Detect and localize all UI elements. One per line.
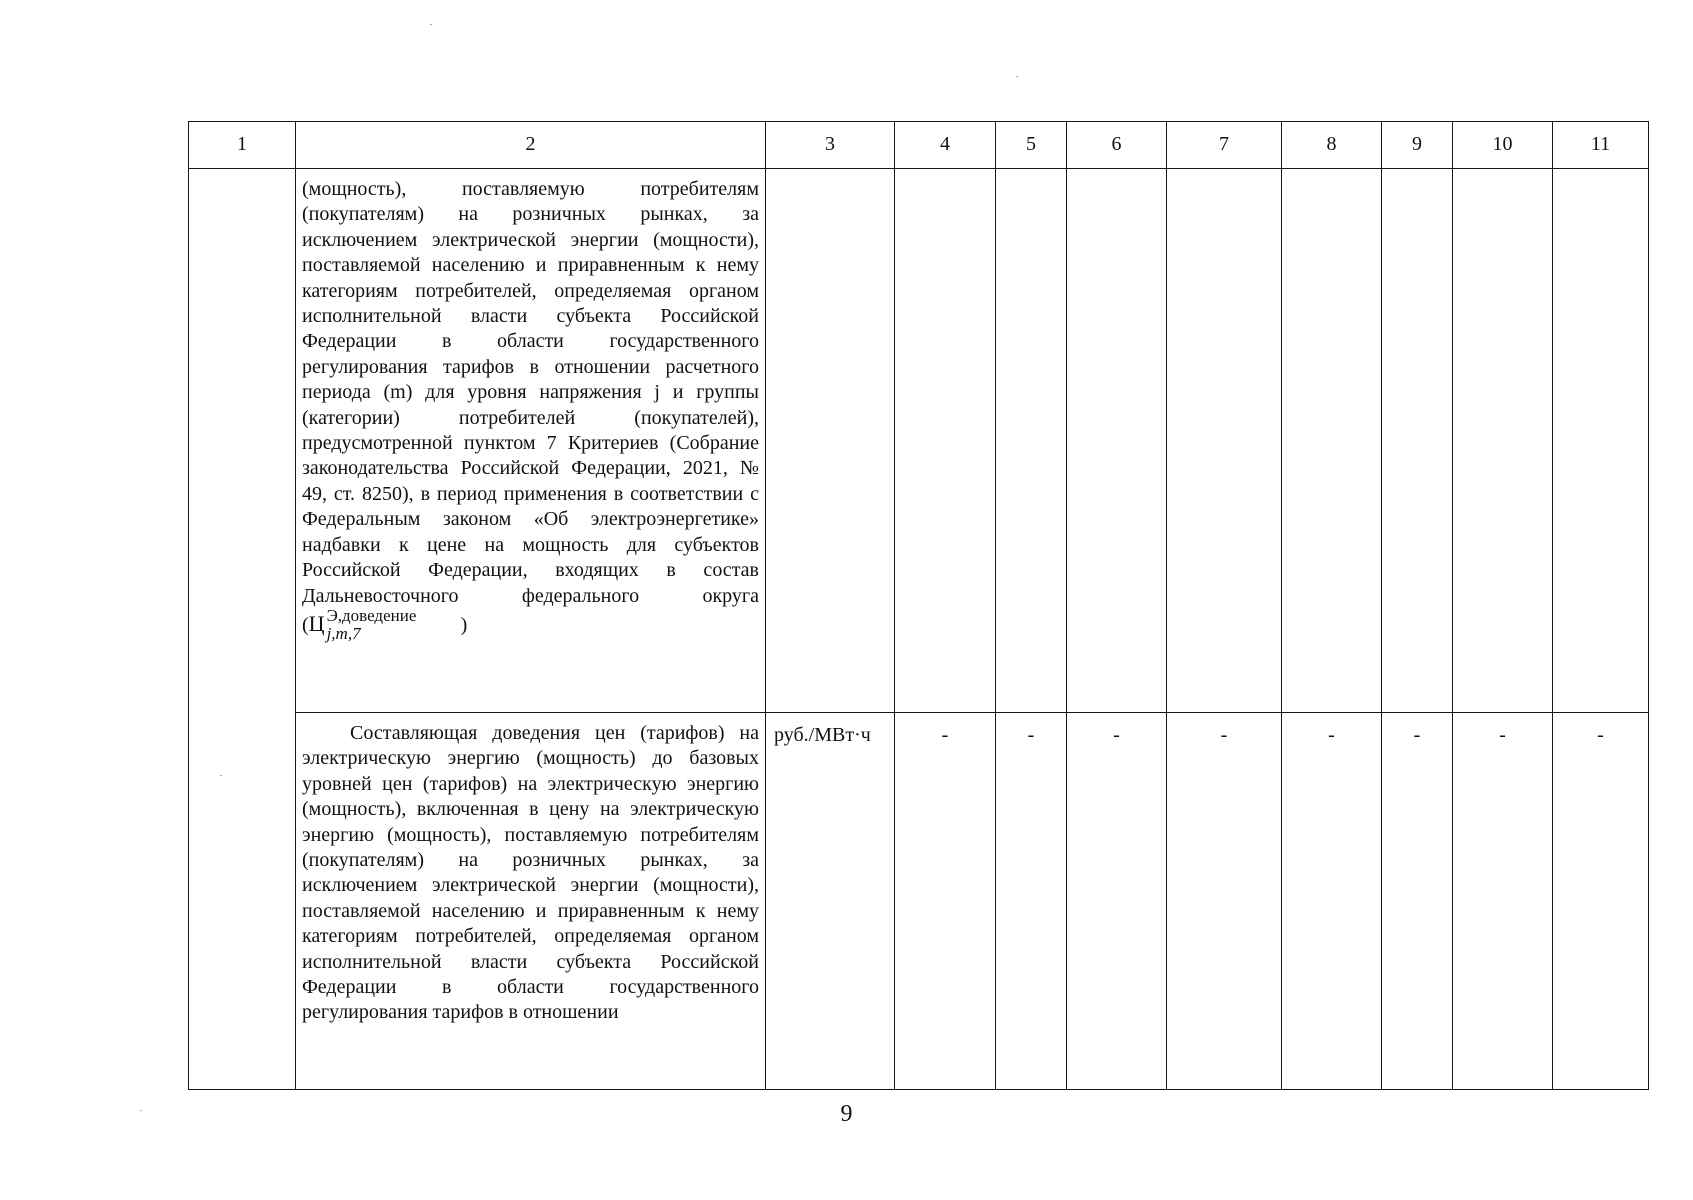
value-dash: - <box>1027 724 1035 746</box>
formula-close-paren: ) <box>460 613 468 636</box>
formula-symbol: Ц <box>308 610 325 636</box>
formula-subscript: j,m,7 <box>326 623 361 643</box>
description-cell <box>296 169 766 713</box>
column-header: 3 <box>766 122 895 169</box>
value-cell <box>895 713 996 1090</box>
description-text: (мощность), поставляемую потребителям (покупателям) на розничных рынках, за исключением электрической энергии (мощности), поставляемой населению и приравненным к нему категориям потребителей, определяемая органом исполнительной власти субъекта Российской Федерации в области государственного регулирования тарифов в отношении расчетного периода (m) для уровня напряжения j и группы (категории) потребителей (покупателей), предусмотренной пунктом 7 Критериев (Собрание законодательства Российской Федерации, 2021, № 49, ст. 8250), в период применения в соответствии с Федеральным законом «Об электроэнергетике» надбавки к цене на мощность для субъектов Российской Федерации, входящих в состав Дальневосточного федерального округа <box>302 178 759 607</box>
value-cell <box>1067 713 1167 1090</box>
value-dash: - <box>1413 724 1421 746</box>
value-cell <box>1167 713 1282 1090</box>
scan-speck <box>430 24 432 25</box>
scan-speck <box>1016 76 1018 77</box>
unit-cell <box>766 713 895 1090</box>
value-cell <box>1067 169 1167 713</box>
column-header: 8 <box>1282 122 1382 169</box>
value-cell <box>1453 169 1553 713</box>
scan-speck <box>140 1110 142 1111</box>
description-cell <box>296 713 766 1090</box>
value-dash: - <box>1597 724 1604 746</box>
column-header: 11 <box>1553 122 1649 169</box>
column-header: 9 <box>1382 122 1453 169</box>
formula-open-paren: ( <box>302 613 309 636</box>
column-header: 6 <box>1067 122 1167 169</box>
value-cell <box>1553 169 1649 713</box>
value-cell <box>996 169 1067 713</box>
column-header: 7 <box>1167 122 1282 169</box>
row-description: Составляющая доведения цен (тарифов) на электрическую энергию (мощность) до базовых уровней цен (тарифов) на электрическую энергию (мощность), включенная в цену на электрическую энергию (мощность), поставляемую потребителям (покупателям) на розничных рынках, за исключением электрической энергии (мощности), поставляемой населению и приравненным к нему категориям потребителей, определяемая органом исполнительной власти субъекта Российской Федерации в области государственного регулирования тарифов в отношении <box>302 722 759 1024</box>
value-dash: - <box>1220 724 1228 746</box>
value-dash: - <box>1328 724 1335 746</box>
formula-superscript: Э,доведение <box>326 605 417 625</box>
unit-cell <box>766 169 895 713</box>
table-row <box>189 713 1649 1090</box>
tariff-table <box>188 121 1649 1090</box>
unit-label: руб./МВт·ч <box>774 724 871 746</box>
value-dash: - <box>1113 724 1120 746</box>
value-cell <box>1553 713 1649 1090</box>
value-cell <box>1382 713 1453 1090</box>
page-number: 9 <box>840 1101 853 1127</box>
value-cell <box>996 713 1067 1090</box>
value-cell <box>895 169 996 713</box>
column-number-header-row <box>189 122 1649 169</box>
value-cell <box>1382 169 1453 713</box>
column-header: 5 <box>996 122 1067 169</box>
value-cell <box>1282 713 1382 1090</box>
value-cell <box>1282 169 1382 713</box>
column-header: 2 <box>296 122 766 169</box>
value-dash: - <box>941 724 949 746</box>
column-header: 10 <box>1453 122 1553 169</box>
scan-speck <box>220 775 222 776</box>
row-description <box>296 169 765 641</box>
table-row <box>189 169 1649 713</box>
value-dash: - <box>1499 724 1506 746</box>
column-header: 4 <box>895 122 996 169</box>
value-cell <box>1167 169 1282 713</box>
price-formula <box>302 605 468 643</box>
value-cell <box>1453 713 1553 1090</box>
column-header: 1 <box>189 122 296 169</box>
row-number-cell <box>189 169 296 1090</box>
